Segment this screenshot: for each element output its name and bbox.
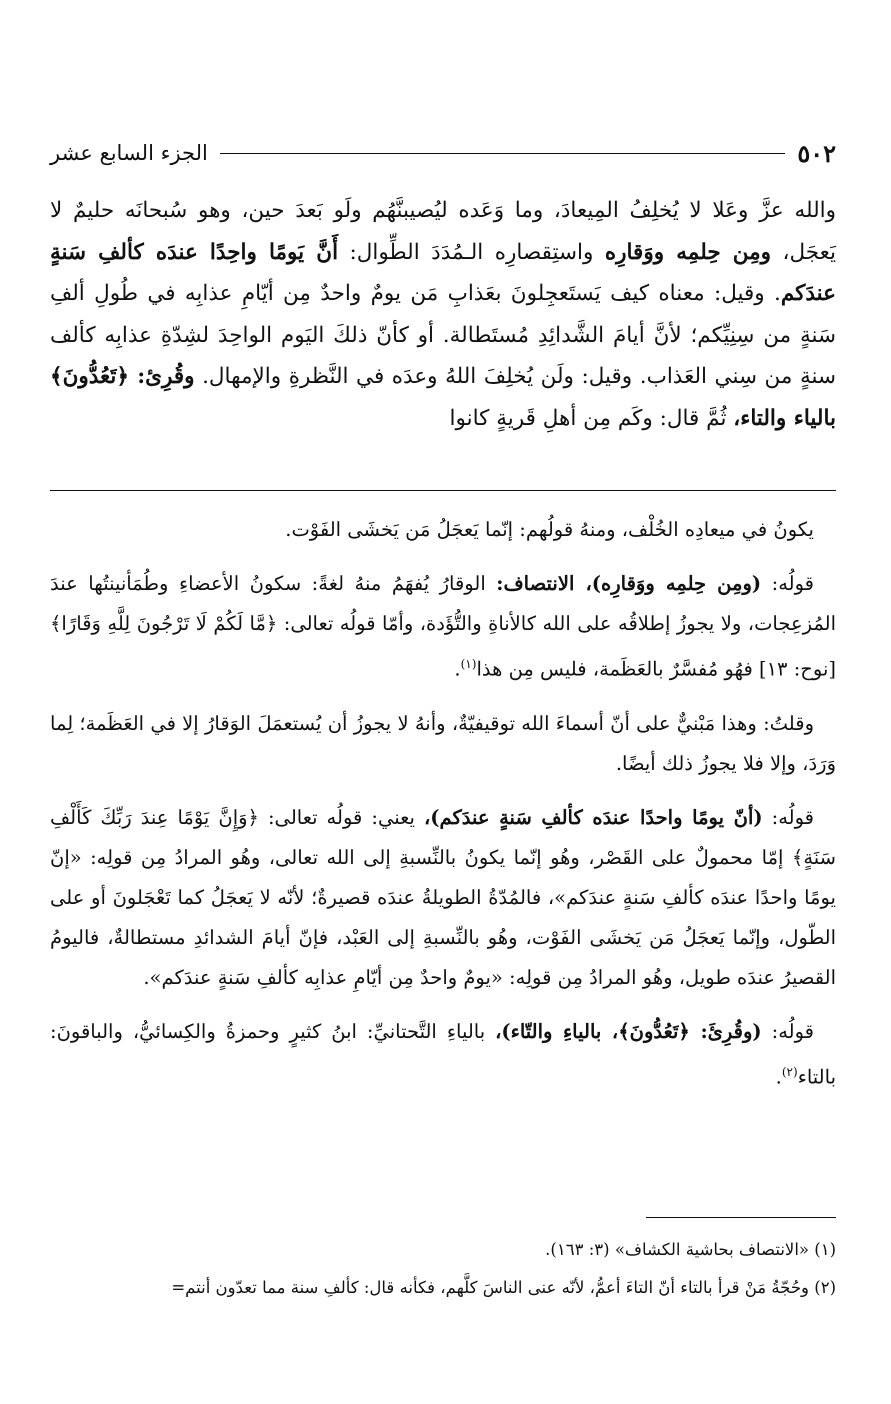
commentary-text: يعني: قولُه تعالى: ﴿وَإِنَّ يَوْمًا عِندَ رَبِّكَ كَأَلْفِ سَنَةٍ﴾ إمّا محمولٌ على القَصْر، وهُو إنّما يكونُ بالنِّسبةِ إلى الله تعالى، وهُو المرادُ مِن قولِه: «إنّ يومًا واحدًا عندَه كألفِ سَنةٍ عندَكم»، فالمُدّةُ الطويلةُ عندَه قصيرةٌ؛ لأنّه لا يَعجَلُ كما تَعْجَلونَ أو على الطّول، وإنّما يَعجَلُ مَن يَخشَى الفَوْت، وهُو بالنِّسبةِ إلى العَبْد، فإنّ أيامَ الشدائدِ مستطالةٌ، فاليومُ القصيرُ عندَه طويل، وهُو المرادُ مِن قولِه: «يومٌ واحدٌ مِن أيّامِ عذابِه كألفِ سَنةٍ عندَكم». [50, 805, 836, 989]
commentary-text: يكونُ في ميعادِه الخُلْف، ومنهُ قولُهم: إنّما يَعجَلُ مَن يَخشَى الفَوْت. [285, 518, 814, 541]
commentary-paragraph [50, 510, 836, 550]
footnotes [50, 1234, 836, 1310]
main-text-divider [50, 490, 836, 491]
page-number: ٥٠٢ [797, 138, 836, 168]
commentary-text: . [454, 657, 461, 681]
footnote-divider [646, 1217, 836, 1218]
commentary-paragraph [50, 798, 836, 998]
commentary-lemma: (ومِن حِلمِه ووَقارِه)، الانتصاف: [496, 572, 762, 595]
commentary-lemma: (وقُرِئَ: ﴿تَعُدُّونَ﴾، بالياءِ والتّاء)، [495, 1019, 762, 1043]
commentary-lemma: (أنّ يومًا واحدًا عندَه كألفِ سَنةٍ عندَكم)، [423, 805, 763, 829]
main-text-quote: أَنَّ يَومًا واحِدًا عندَه كألفِ سَنةٍ عندَكم [50, 239, 836, 306]
footnote: (٢) وحُجّةُ مَنْ قرأ بالتاء أنّ التاءَ أعمُّ، لأنّه عنى الناسَ كلَّهم، فكأنه قال: كألفِ سنة مما تعدّون أنتم= [171, 1278, 836, 1297]
main-text-quote: وقُرِئ: ﴿تَعُدُّونَ﴾ بالياء والتاء، [50, 364, 836, 431]
book-page [50, 0, 836, 1404]
main-text-part: والله عزَّ وعَلا لا يُخلِفُ المِيعادَ، وما وَعَده ليُصيبنَّهُم ولَو بَعدَ حين، وهو سُبحانَه حليمٌ لا يَعجَل، [50, 198, 836, 265]
commentary-text: وقلتُ: وهذا مَبْنيٌّ على أنّ أسماءَ الله توقيفيّةٌ، وأنهُ لا يجوزُ أن يُستعمَلَ الوَقارُ إلا في العَظَمة؛ لِما وَرَدَ، وإلا فلا يجوزُ ذلك أيضًا. [50, 711, 836, 775]
main-text [50, 190, 836, 439]
running-title: الجزء السابع عشر [50, 141, 208, 165]
commentary-text: قولُه: [761, 572, 815, 595]
main-text-part: . وقيل: معناه كيف يَستَعجِلونَ بعَذابِ مَن يومٌ واحدٌ مِن أيّامِ عذابِه في طُولِ ألفِ سَنةٍ من سِنِيِّكم؛ لأنَّ أيامَ الشَّدائِدِ مُستَطالة. أو كأنّ ذلكَ اليَوم الواحِدَ لشِدّةِ عذابِه كألف سنةٍ من سِني العَذاب. وقيل: ولَن يُخلِفَ اللهُ وعدَه في النَّظرةِ والإمهال. [50, 281, 836, 389]
commentary-text: قولُه: [762, 805, 814, 829]
main-text-quote: ومِن حِلمِه ووَقارِه [604, 239, 772, 265]
main-text-part: واستِقصارِه الـمُدَدَ الطِّوال: [338, 239, 605, 265]
header-rule [220, 153, 785, 154]
commentary-text: الوقارُ يُفهَمُ منهُ لغةً: سكونُ الأعضاءِ وطُمَأنينتُها عندَ المُزعِجات، ولا يجوزُ إطلاقُه على الله كالأناةِ والتُّؤَدة، وأمّا قولُه تعالى: ﴿مَّا لَكُمْ لَا تَرْجُونَ لِلَّهِ وَقَارًا﴾ [نوح: ١٣] فهُو مُفسَّرٌ بالعَظَمة، فليس مِن هذا [50, 572, 836, 681]
commentary [50, 510, 836, 1111]
main-text-part: ثُمَّ قال: وكَم مِن أهلِ قَريةٍ كانوا [449, 405, 734, 431]
commentary-text: . [775, 1065, 782, 1088]
commentary-text: بالياءِ التَّحتانيِّ: ابنُ كثيرٍ وحمزةُ والكِسائيُّ، والباقونَ: بالتاء [50, 1019, 836, 1088]
footnote-ref[interactable]: (٢) [781, 1064, 798, 1079]
commentary-paragraph [50, 564, 836, 690]
commentary-paragraph [50, 704, 836, 784]
footnote-ref[interactable]: (١) [460, 657, 477, 671]
commentary-text: قولُه: [761, 1019, 814, 1043]
page-header [50, 133, 836, 173]
footnote: (١) «الانتصاف بحاشية الكشاف» (٣: ١٦٣). [545, 1240, 836, 1259]
commentary-paragraph [50, 1012, 836, 1098]
